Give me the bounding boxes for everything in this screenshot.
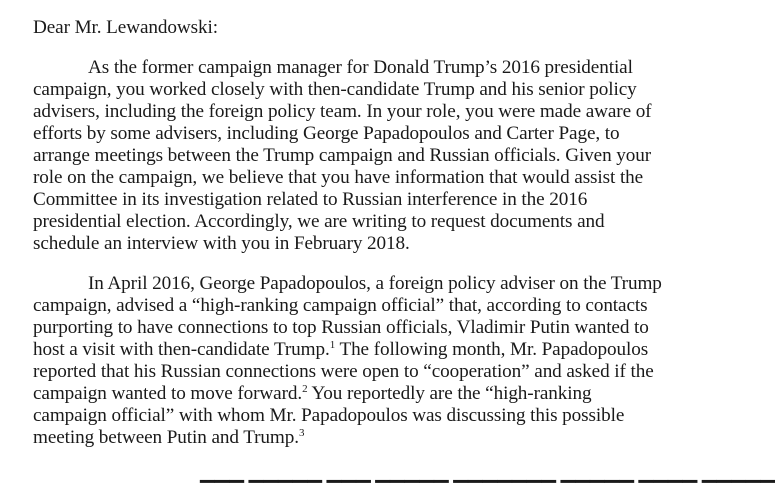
text-segment: You reportedly are the “high-ranking xyxy=(307,383,592,404)
text-segment: host a visit with then-candidate Trump. xyxy=(33,339,330,360)
text-segment: campaign wanted to move forward. xyxy=(33,383,303,404)
paragraph-line: presidential election. Accordingly, we are writing to request documents and xyxy=(33,211,605,232)
paragraph-line: campaign, advised a “high-ranking campaign official” that, according to contacts xyxy=(33,295,648,316)
paragraph-line: arrange meetings between the Trump campaign and Russian officials. Given your xyxy=(33,145,652,166)
paragraph-line xyxy=(33,340,648,359)
footnote-marker: 3 xyxy=(298,427,305,439)
footnote-marker: 2 xyxy=(302,383,308,395)
paragraph-line: campaign official” with whom Mr. Papadopoulos was discussing this possible xyxy=(33,405,625,426)
paragraph-line: schedule an interview with you in February 2018. xyxy=(33,233,410,254)
paragraph-line: purporting to have connections to top Russian officials, Vladimir Putin wanted to xyxy=(33,317,649,338)
paragraph-line: reported that his Russian connections were open to “cooperation” and asked if the xyxy=(33,361,654,382)
paragraph-line xyxy=(33,384,592,403)
paragraph-line: advisers, including the foreign policy team. In your role, you were made aware of xyxy=(33,101,652,122)
paragraph-line xyxy=(33,428,304,447)
text-segment: The following month, Mr. Papadopoulos xyxy=(335,339,649,360)
cropped-line-fragment: ▁▁▁ ▁▁▁▁▁ ▁▁▁ ▁▁▁▁▁ ▁▁▁▁▁▁▁ ▁▁▁▁▁ ▁▁▁▁ ▁▁▁▁▁ xyxy=(200,462,775,483)
footnote-marker: 1 xyxy=(329,339,336,351)
paragraph-line: role on the campaign, we believe that you have information that would assist the xyxy=(33,167,644,188)
paragraph-line: In April 2016, George Papadopoulos, a foreign policy adviser on the Trump xyxy=(88,273,662,294)
cropped-next-line xyxy=(0,458,775,483)
paragraph-line: Committee in its investigation related to Russian interference in the 2016 xyxy=(33,189,588,210)
paragraph-line: As the former campaign manager for Donald Trump’s 2016 presidential xyxy=(88,57,633,78)
paragraph-line: efforts by some advisers, including George Papadopoulos and Carter Page, to xyxy=(33,123,620,144)
salutation: Dear Mr. Lewandowski: xyxy=(33,17,218,38)
text-segment: meeting between Putin and Trump. xyxy=(33,427,299,448)
paragraph-line: campaign, you worked closely with then-candidate Trump and his senior policy xyxy=(33,79,637,100)
